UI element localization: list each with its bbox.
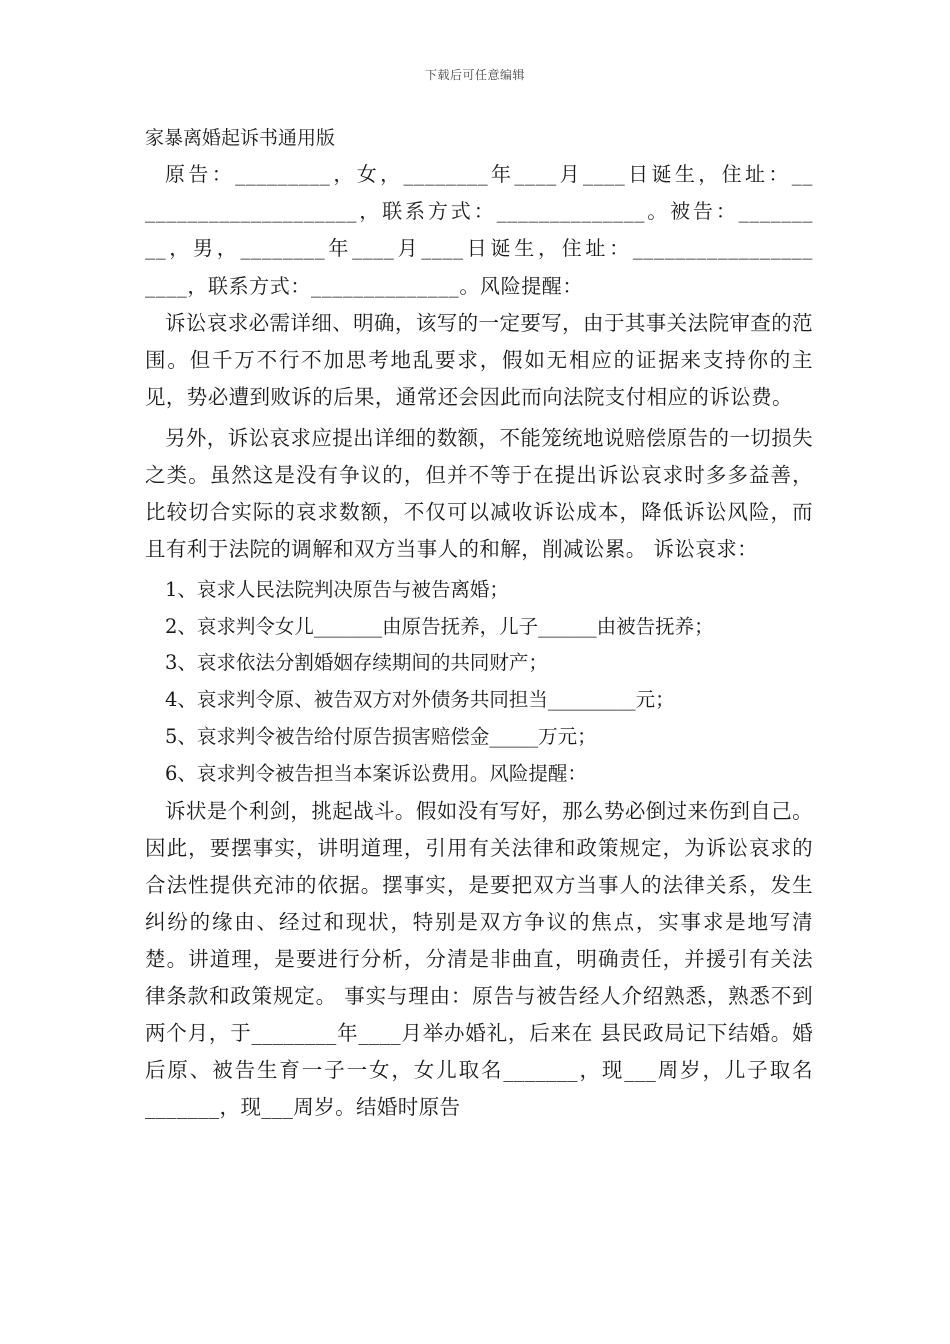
claim-item-1: 1、哀求人民法院判决原告与被告离婚； [165,577,509,601]
claims-list [145,572,813,793]
claim-item-4: 4、哀求判令原、被告双方对外债务共同担当_________元； [165,688,675,712]
page-header-note: 下载后可任意编辑 [424,68,525,82]
claim-item-3: 3、哀求依法分割婚姻存续期间的共同财产； [165,651,548,675]
parties-paragraph: 原告：_________，女，________年____月____日诞生，住址：__ ____________________，联系方式：______________。被告：_______ __，男，________年____月____日诞生，住址：_________________ ____，联系方式：______________。风险提醒： [145,162,813,298]
claim-item-5: 5、哀求判令被告给付原告损害赔偿金_____万元； [165,725,597,748]
claim-item-6: 6、哀求判令被告担当本案诉讼费用。风险提醒： [165,761,587,785]
document-body [145,120,813,1126]
facts-and-reasons-paragraph: 诉状是个利剑，挑起战斗。假如没有写好，那么势必倒过来伤到自己。因此，要摆事实，讲明道理，引用有关法律和政策规定，为诉讼哀求的合法性提供充沛的依据。摆事实，是要把双方当事人的法律关系，发生纠纷的缘由、经过和现状，特别是双方争议的焦点，实事求是地写清楚。讲道理，是要进行分析，分清是非曲直，明确责任，并援引有关法律条款和政策规定。 事实与理由：原告与被告经人介绍熟悉，熟悉不到两个月，于________年____月举办婚礼，后来在 县民政局记下结婚。婚后原、被告生育一子一女，女儿取名_______，现___周岁，儿子取名_______，现___周岁。结婚时原告 [145,798,813,1119]
risk-paragraph-2: 另外，诉讼哀求应提出详细的数额，不能笼统地说赔偿原告的一切损失之类。虽然这是没有争议的，但并不等于在提出诉讼哀求时多多益善，比较切合实际的哀求数额，不仅可以减收诉讼成本，降低诉讼风险，而且有利于法院的调解和双方当事人的和解，削减讼累。 诉讼哀求： [145,425,813,561]
risk-paragraph-1: 诉讼哀求必需详细、明确，该写的一定要写，由于其事关法院审查的范围。但千万不行不加思考地乱要求，假如无相应的证据来支持你的主见，势必遭到败诉的后果，通常还会因此而向法院支付相应的诉讼费。 [145,310,813,409]
claim-item-2: 2、哀求判令女儿_______由原告抚养，儿子______由被告抚养； [165,614,714,638]
document-title: 家暴离婚起诉书通用版 [145,127,336,149]
